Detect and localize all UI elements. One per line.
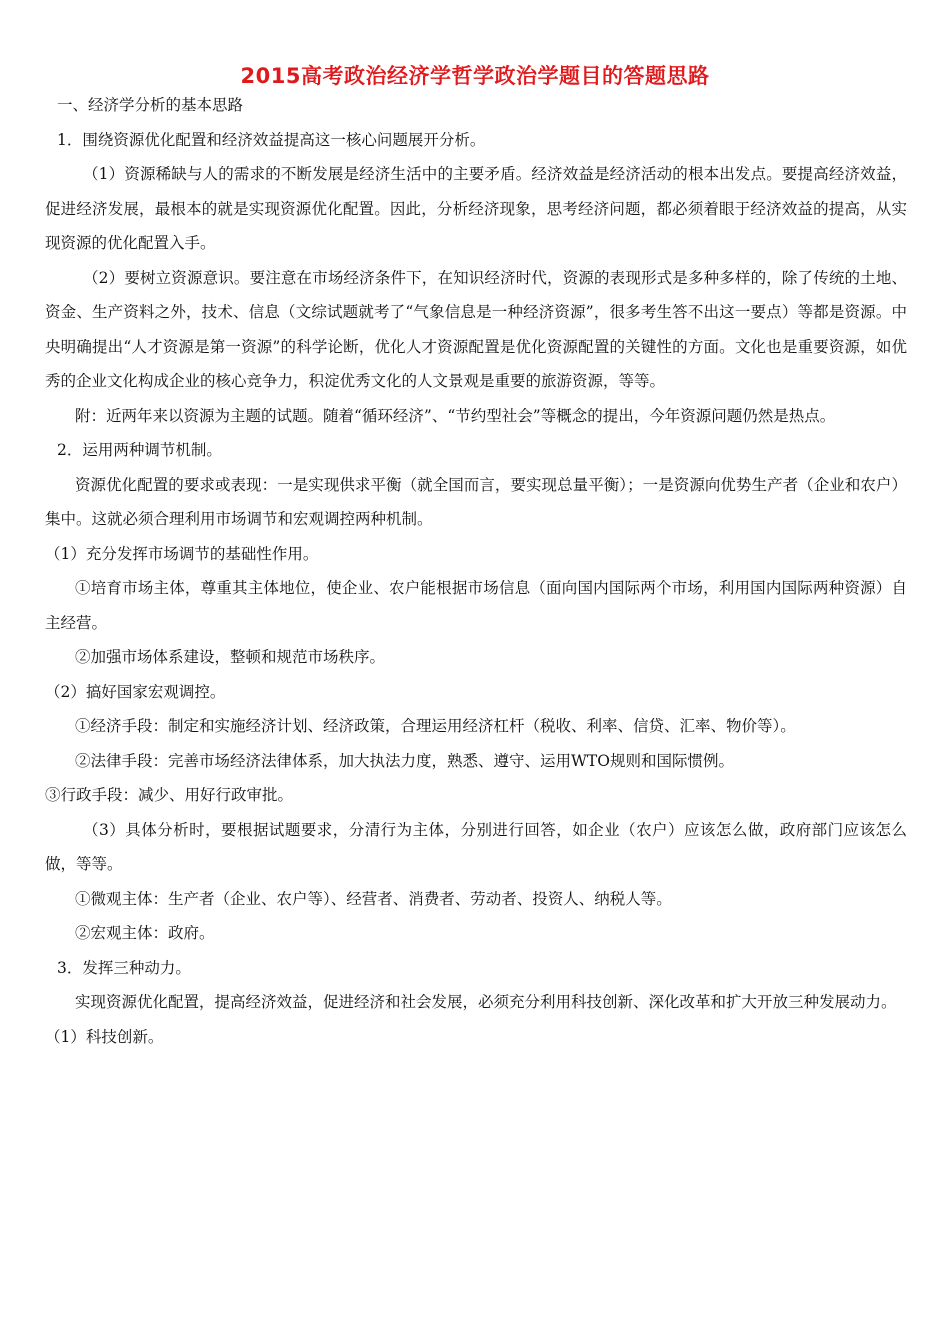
document-title: 2015高考政治经济学哲学政治学题目的答题思路 bbox=[240, 64, 710, 88]
paragraph: （1）科技创新。 bbox=[45, 1027, 164, 1046]
paragraph: （3）具体分析时，要根据试题要求，分清行为主体，分别进行回答，如企业（农户）应该怎么做，政府部门应该怎么做，等等。 bbox=[45, 820, 907, 873]
paragraph: ②法律手段：完善市场经济法律体系，加大执法力度，熟悉、遵守、运用WTO规则和国际惯例。 bbox=[75, 751, 734, 770]
paragraph: ③行政手段：减少、用好行政审批。 bbox=[45, 786, 294, 804]
paragraph: ①培育市场主体，尊重其主体地位，使企业、农户能根据市场信息（面向国内国际两个市场，利用国内国际两种资源）自主经营。 bbox=[45, 579, 907, 632]
paragraph: ①微观主体：生产者（企业、农户等）、经营者、消费者、劳动者、投资人、纳税人等。 bbox=[75, 889, 672, 908]
paragraph: 一、经济学分析的基本思路 bbox=[57, 96, 244, 114]
paragraph: （2）搞好国家宏观调控。 bbox=[45, 682, 226, 701]
paragraph: ①经济手段：制定和实施经济计划、经济政策，合理运用经济杠杆（税收、利率、信贷、汇率、物价等）。 bbox=[75, 717, 796, 735]
paragraph: 实现资源优化配置，提高经济效益，促进经济和社会发展，必须充分利用科技创新、深化改革和扩大开放三种发展动力。 bbox=[75, 993, 897, 1011]
paragraph: 附：近两年来以资源为主题的试题。随着“循环经济”、“节约型社会”等概念的提出，今年资源问题仍然是热点。 bbox=[75, 406, 836, 425]
paragraph: （1）充分发挥市场调节的基础性作用。 bbox=[45, 544, 319, 563]
paragraph: （1）资源稀缺与人的需求的不断发展是经济生活中的主要矛盾。经济效益是经济活动的根本出发点。要提高经济效益，促进经济发展，最根本的就是实现资源优化配置。因此，分析经济现象，思考经济问题，都必须着眼于经济效益的提高，从实现资源的优化配置入手。 bbox=[45, 165, 907, 252]
paragraph: ②宏观主体：政府。 bbox=[75, 924, 215, 942]
paragraph: 3．发挥三种动力。 bbox=[57, 958, 191, 977]
document-body bbox=[45, 88, 907, 1054]
paragraph: 资源优化配置的要求或表现：一是实现供求平衡（就全国而言，要实现总量平衡）；一是资源向优势生产者（企业和农户）集中。这就必须合理利用市场调节和宏观调控两种机制。 bbox=[45, 475, 907, 528]
paragraph: 1．围绕资源优化配置和经济效益提高这一核心问题展开分析。 bbox=[57, 130, 486, 149]
paragraph: ②加强市场体系建设，整顿和规范市场秩序。 bbox=[75, 648, 386, 666]
paragraph: （2）要树立资源意识。要注意在市场经济条件下，在知识经济时代，资源的表现形式是多种多样的，除了传统的土地、资金、生产资料之外，技术、信息（文综试题就考了“气象信息是一种经济资源”，很多考生答不出这一要点）等都是资源。中央明确提出“人才资源是第一资源”的科学论断，优化人才资源配置是优化资源配置的关键性的方面。文化也是重要资源，如优秀的企业文化构成企业的核心竞争力，积淀优秀文化的人文景观是重要的旅游资源，等等。 bbox=[45, 268, 907, 390]
paragraph: 2．运用两种调节机制。 bbox=[57, 441, 222, 459]
